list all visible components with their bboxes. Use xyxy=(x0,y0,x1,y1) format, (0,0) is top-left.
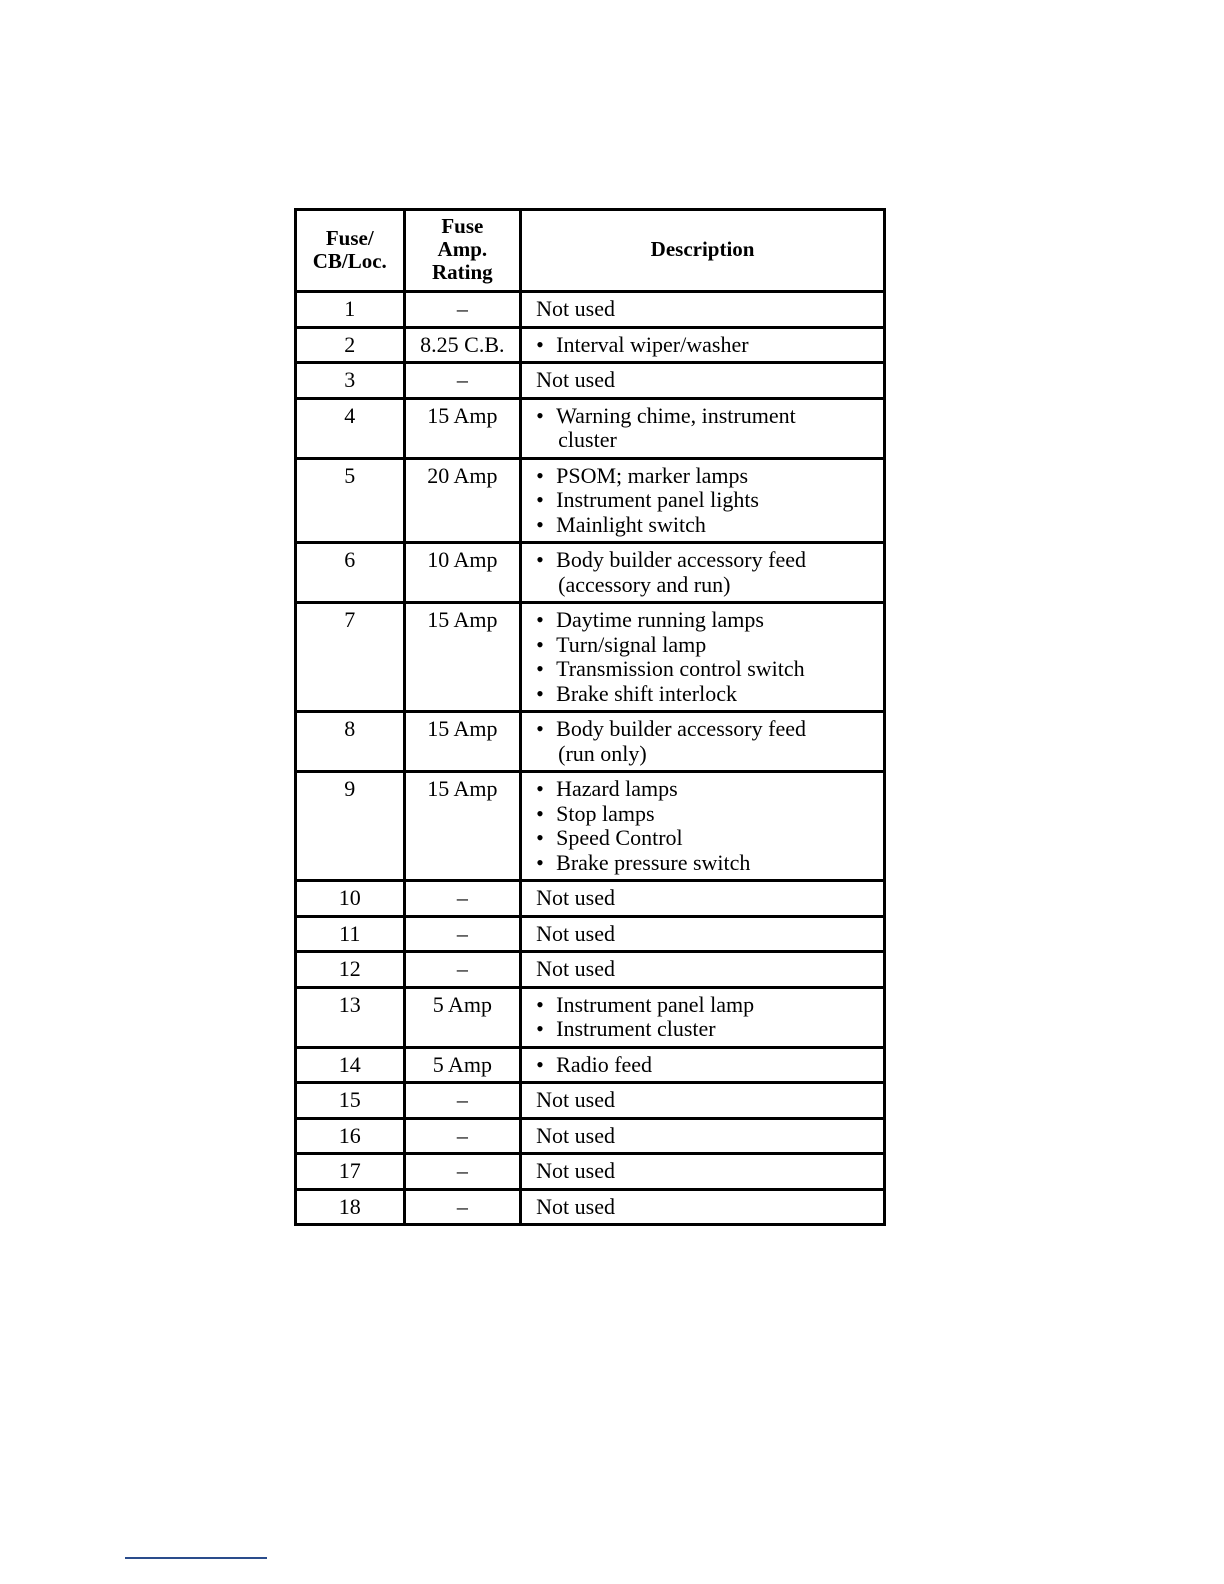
amp-rating-cell: 15 Amp xyxy=(404,603,521,712)
bullet-icon: • xyxy=(536,402,544,428)
description-line xyxy=(536,513,883,538)
description-line-text: Speed Control xyxy=(556,825,683,850)
table-row xyxy=(296,292,885,328)
table-row xyxy=(296,458,885,543)
description-line-text: Brake shift interlock xyxy=(556,680,737,706)
description-line-text: PSOM; marker lamps xyxy=(556,462,749,488)
header-line: Fuse/ xyxy=(325,225,374,250)
description-line-text: Daytime running lamps xyxy=(556,607,764,632)
description-item xyxy=(536,1053,883,1078)
description-item xyxy=(536,993,883,1018)
fuse-location-cell: 14 xyxy=(296,1047,405,1083)
bullet-icon: • xyxy=(536,547,544,572)
table-row xyxy=(296,363,885,399)
table-row xyxy=(296,327,885,363)
table-row xyxy=(296,1083,885,1119)
description-item xyxy=(536,826,883,851)
bullet-icon: • xyxy=(536,1051,544,1077)
description-cell xyxy=(521,1189,885,1225)
description-text: Not used xyxy=(536,367,615,392)
amp-rating-cell: – xyxy=(404,1118,521,1154)
description-item xyxy=(536,488,883,513)
amp-rating-cell: – xyxy=(404,881,521,917)
description-text: Not used xyxy=(536,920,615,946)
description-cell xyxy=(521,1047,885,1083)
description-item xyxy=(536,802,883,827)
description-line-text: Instrument cluster xyxy=(556,1016,716,1041)
amp-rating-cell: – xyxy=(404,916,521,952)
description-line-text: Interval wiper/washer xyxy=(556,331,749,357)
description-line-text: Turn/signal lamp xyxy=(556,631,707,657)
fuse-table xyxy=(294,208,886,1226)
bullet-icon: • xyxy=(536,776,544,801)
bullet-icon: • xyxy=(536,991,544,1017)
description-cell xyxy=(521,916,885,952)
description-item xyxy=(536,464,883,489)
description-item xyxy=(536,682,883,707)
table-row xyxy=(296,881,885,917)
description-cell xyxy=(521,987,885,1047)
description-text: Not used xyxy=(536,1087,615,1112)
fuse-location-cell: 9 xyxy=(296,772,405,881)
amp-rating-cell: 15 Amp xyxy=(404,398,521,458)
fuse-location-cell: 10 xyxy=(296,881,405,917)
fuse-location-cell: 3 xyxy=(296,363,405,399)
fuse-location-cell: 4 xyxy=(296,398,405,458)
header-amp-rating xyxy=(404,210,521,292)
description-cell xyxy=(521,603,885,712)
description-line xyxy=(536,682,883,707)
fuse-location-cell: 15 xyxy=(296,1083,405,1119)
description-item xyxy=(536,404,883,453)
description-line-text: Brake pressure switch xyxy=(556,849,751,875)
bullet-icon: • xyxy=(536,800,544,826)
fuse-location-cell: 13 xyxy=(296,987,405,1047)
description-item xyxy=(536,333,883,358)
table-body xyxy=(296,292,885,1225)
description-line-text: Hazard lamps xyxy=(556,776,678,801)
description-cell xyxy=(521,543,885,603)
table-row xyxy=(296,952,885,988)
description-line xyxy=(536,608,883,633)
bullet-icon: • xyxy=(536,331,544,357)
description-continuation: (accessory and run) xyxy=(558,571,731,597)
description-continuation: cluster xyxy=(558,427,617,452)
amp-rating-cell: – xyxy=(404,952,521,988)
amp-rating-cell: 5 Amp xyxy=(404,987,521,1047)
bullet-icon: • xyxy=(536,680,544,706)
amp-rating-cell: – xyxy=(404,363,521,399)
bullet-icon: • xyxy=(536,1016,544,1041)
description-line-text: Instrument panel lights xyxy=(556,487,759,512)
description-cell xyxy=(521,458,885,543)
description-cell xyxy=(521,363,885,399)
description-continuation: (run only) xyxy=(558,740,647,766)
fuse-location-cell: 16 xyxy=(296,1118,405,1154)
footer-rule xyxy=(125,1557,267,1559)
fuse-location-cell: 6 xyxy=(296,543,405,603)
amp-rating-cell: – xyxy=(404,1083,521,1119)
description-line-text: Transmission control switch xyxy=(556,656,805,681)
amp-rating-cell: 15 Amp xyxy=(404,712,521,772)
fuse-location-cell: 5 xyxy=(296,458,405,543)
bullet-icon: • xyxy=(536,487,544,512)
description-line xyxy=(536,548,883,573)
description-text: Not used xyxy=(536,1122,615,1148)
header-line: Amp. xyxy=(437,237,488,261)
description-cell xyxy=(521,292,885,328)
description-text: Not used xyxy=(536,1158,615,1183)
fuse-location-cell: 2 xyxy=(296,327,405,363)
description-line xyxy=(536,657,883,682)
description-item xyxy=(536,657,883,682)
description-line xyxy=(536,464,883,489)
description-line-text: Warning chime, instrument xyxy=(556,402,796,428)
header-line: Fuse xyxy=(441,214,484,238)
bullet-icon: • xyxy=(536,716,544,741)
bullet-icon: • xyxy=(536,656,544,681)
table-row xyxy=(296,916,885,952)
amp-rating-cell: 15 Amp xyxy=(404,772,521,881)
bullet-icon: • xyxy=(536,462,544,488)
description-line xyxy=(536,826,883,851)
description-cell xyxy=(521,772,885,881)
description-text: Not used xyxy=(536,1193,615,1219)
bullet-icon: • xyxy=(536,607,544,632)
amp-rating-cell: 20 Amp xyxy=(404,458,521,543)
description-item xyxy=(536,513,883,538)
table-row xyxy=(296,1189,885,1225)
description-item xyxy=(536,548,883,597)
fuse-location-cell: 12 xyxy=(296,952,405,988)
amp-rating-cell: – xyxy=(404,292,521,328)
table-row xyxy=(296,1118,885,1154)
table-row xyxy=(296,1154,885,1190)
table-row xyxy=(296,712,885,772)
amp-rating-cell: 8.25 C.B. xyxy=(404,327,521,363)
description-item xyxy=(536,608,883,633)
fuse-location-cell: 1 xyxy=(296,292,405,328)
description-line-text: Mainlight switch xyxy=(556,511,706,537)
table-row xyxy=(296,1047,885,1083)
amp-rating-cell: 5 Amp xyxy=(404,1047,521,1083)
table-header-row xyxy=(296,210,885,292)
bullet-icon: • xyxy=(536,849,544,875)
fuse-location-cell: 18 xyxy=(296,1189,405,1225)
description-line xyxy=(536,1017,883,1042)
description-cell xyxy=(521,398,885,458)
header-line: CB/Loc. xyxy=(312,248,387,273)
description-line xyxy=(536,633,883,658)
amp-rating-cell: 10 Amp xyxy=(404,543,521,603)
description-cell xyxy=(521,712,885,772)
description-line xyxy=(536,802,883,827)
description-text: Not used xyxy=(536,885,615,910)
description-line xyxy=(536,333,883,358)
description-item xyxy=(536,633,883,658)
table-row xyxy=(296,987,885,1047)
description-text: Not used xyxy=(536,956,615,981)
fuse-location-cell: 17 xyxy=(296,1154,405,1190)
description-line-text: Body builder accessory feed xyxy=(556,547,806,572)
header-description: Description xyxy=(521,210,885,292)
description-item xyxy=(536,717,883,766)
description-line-text: Stop lamps xyxy=(556,800,655,826)
description-line xyxy=(536,777,883,802)
table-row xyxy=(296,603,885,712)
bullet-icon: • xyxy=(536,511,544,537)
header-fuse-location xyxy=(296,210,405,292)
description-line xyxy=(536,1053,883,1078)
table-row xyxy=(296,543,885,603)
table-row xyxy=(296,772,885,881)
bullet-icon: • xyxy=(536,631,544,657)
description-item xyxy=(536,1017,883,1042)
description-cell xyxy=(521,1083,885,1119)
description-cell xyxy=(521,881,885,917)
fuse-location-cell: 7 xyxy=(296,603,405,712)
description-item xyxy=(536,777,883,802)
description-text: Not used xyxy=(536,296,615,321)
table-row xyxy=(296,398,885,458)
description-line xyxy=(536,851,883,876)
description-line xyxy=(536,993,883,1018)
description-cell xyxy=(521,1154,885,1190)
description-line xyxy=(536,404,883,429)
description-line xyxy=(536,488,883,513)
description-line xyxy=(536,717,883,742)
fuse-location-cell: 8 xyxy=(296,712,405,772)
description-item xyxy=(536,851,883,876)
description-cell xyxy=(521,327,885,363)
description-line-text: Instrument panel lamp xyxy=(556,991,755,1017)
amp-rating-cell: – xyxy=(404,1154,521,1190)
description-cell xyxy=(521,1118,885,1154)
bullet-icon: • xyxy=(536,825,544,850)
description-line-text: Radio feed xyxy=(556,1051,653,1077)
description-cell xyxy=(521,952,885,988)
fuse-location-cell: 11 xyxy=(296,916,405,952)
amp-rating-cell: – xyxy=(404,1189,521,1225)
description-line-text: Body builder accessory feed xyxy=(556,716,806,741)
header-line: Rating xyxy=(432,260,493,284)
